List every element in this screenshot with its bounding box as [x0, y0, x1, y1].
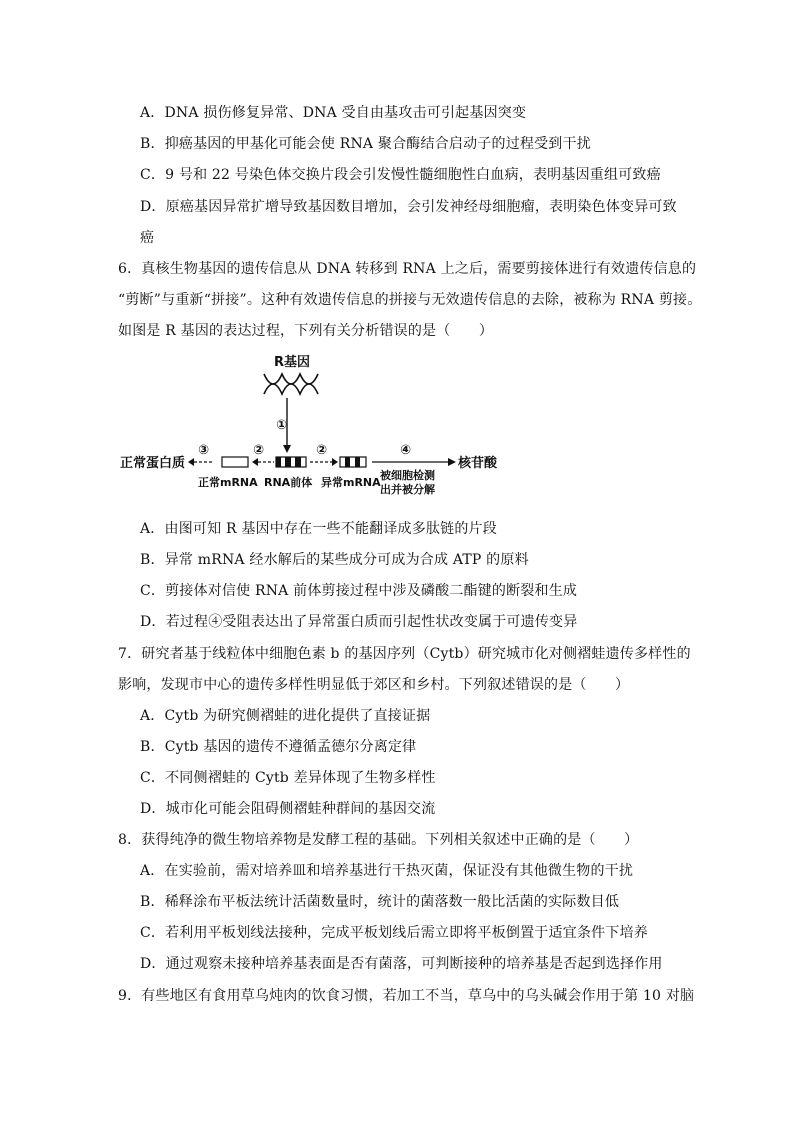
r-gene-expression-diagram: [118, 350, 538, 500]
step-3-label: ③: [198, 443, 210, 458]
q8-option-c: C．若利用平板划线法接种，完成平板划线后需立即将平板倒置于适宜条件下培养: [140, 925, 648, 941]
q5-option-d: D．原癌基因异常扩增导致基因数目增加，会引发神经母细胞瘤，表明染色体变异可致: [140, 199, 677, 215]
q9-stem: 9．有些地区有食用草乌炖肉的饮食习惯，若加工不当，草乌中的乌头碱会作用于第 10 对脑: [118, 988, 695, 1004]
dna-helix-icon: [264, 374, 318, 394]
detect-label-line-2: 出并被分解: [380, 483, 435, 496]
splice-normal-arrowhead-icon: [252, 458, 258, 466]
abnormal-mrna-box: [340, 457, 366, 467]
q7-stem-line-1: 7．研究者基于线粒体中细胞色素 b 的基因序列（Cytb）研究城市化对侧褶蛙遗传多样性的: [118, 646, 691, 662]
step-4-label: ④: [400, 443, 412, 458]
q7-stem-line-2: 影响，发现市中心的遗传多样性明显低于郊区和乡村。下列叙述错误的是（ ）: [118, 677, 630, 693]
q5-option-d-continued: 癌: [140, 230, 155, 246]
translation-arrowhead-icon: [188, 458, 194, 466]
transcription-arrowhead-icon: [283, 445, 291, 453]
q8-option-d: D．通过观察未接种培养基表面是否有菌落，可判断接种的培养基是否起到选择作用: [140, 956, 663, 972]
q6-option-b: B．异常 mRNA 经水解后的某些成分可成为合成 ATP 的原料: [140, 552, 529, 568]
q8-option-b: B．稀释涂布平板法统计活菌数量时，统计的菌落数一般比活菌的实际数目低: [140, 894, 620, 910]
splice-abnormal-arrowhead-icon: [332, 458, 338, 466]
q6-option-a: A．由图可知 R 基因中存在一些不能翻译成多肽链的片段: [140, 521, 497, 537]
q6-option-d: D．若过程④受阻表达出了异常蛋白质而引起性状改变属于可遗传变异: [140, 614, 578, 630]
q5-option-a: A．DNA 损伤修复异常、DNA 受自由基攻击可引起基因突变: [140, 105, 527, 121]
q8-option-a: A．在实验前，需对培养皿和培养基进行干热灭菌，保证没有其他微生物的干扰: [140, 863, 634, 879]
rna-precursor-label: RNA前体: [264, 476, 313, 489]
normal-mrna-box: [222, 457, 248, 467]
normal-mrna-label: 正常mRNA: [198, 476, 258, 489]
step-2-right-label: ②: [316, 443, 328, 458]
abnormal-mrna-label: 异常mRNA: [321, 476, 381, 489]
q6-option-c: C．剪接体对信使 RNA 前体剪接过程中涉及磷酸二酯键的断裂和生成: [140, 583, 578, 599]
q6-stem-line-2: “剪断”与重新“拼接”。这种有效遗传信息的拼接与无效遗传信息的去除，被称为 RNA 剪接。: [118, 292, 702, 308]
q6-stem-line-3: 如图是 R 基因的表达过程，下列有关分析错误的是（ ）: [118, 323, 494, 339]
degradation-arrowhead-icon: [448, 458, 456, 466]
rna-precursor-box: [276, 457, 306, 467]
q7-option-d: D．城市化可能会阻碍侧褶蛙种群间的基因交流: [140, 801, 436, 817]
gene-label: R基因: [274, 355, 311, 370]
q5-option-c: C．9 号和 22 号染色体交换片段会引发慢性髓细胞性白血病，表明基因重组可致癌: [140, 167, 661, 183]
q7-option-a: A．Cytb 为研究侧褶蛙的进化提供了直接证据: [140, 708, 431, 724]
nucleotide-label: 核苷酸: [458, 456, 498, 471]
step-1-label: ①: [276, 418, 288, 433]
q7-option-c: C．不同侧褶蛙的 Cytb 差异体现了生物多样性: [140, 770, 436, 786]
detect-label-line-1: 被细胞检测: [380, 469, 435, 482]
step-2-left-label: ②: [253, 443, 265, 458]
q8-stem: 8．获得纯净的微生物培养物是发酵工程的基础。下列相关叙述中正确的是（ ）: [118, 832, 639, 848]
q7-option-b: B．Cytb 基因的遗传不遵循孟德尔分离定律: [140, 739, 417, 755]
q5-option-b: B．抑癌基因的甲基化可能会使 RNA 聚合酶结合启动子的过程受到干扰: [140, 136, 591, 152]
normal-protein-label: 正常蛋白质: [120, 456, 186, 471]
q6-stem-line-1: 6．真核生物基因的遗传信息从 DNA 转移到 RNA 上之后，需要剪接体进行有效遗传信息的: [118, 261, 697, 277]
